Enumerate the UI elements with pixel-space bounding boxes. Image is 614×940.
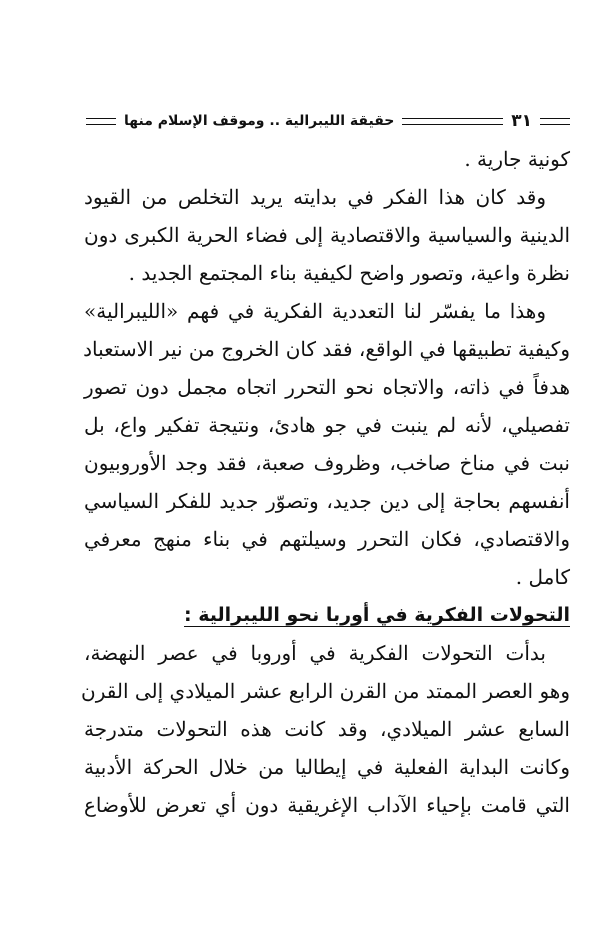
text-line: كامل . — [515, 565, 570, 589]
running-header — [86, 104, 570, 138]
header-rule-middle — [402, 118, 503, 125]
header-rule-right — [540, 118, 570, 125]
text-line: وكيفية تطبيقها في الواقع، فقد كان الخروج من نير الاستعباد — [83, 337, 570, 361]
text-line: وهذا ما يفسّر لنا التعددية الفكرية في فهم «الليبرالية» — [84, 299, 546, 323]
text-line: والاقتصادي، فكان التحرر وسيلتهم في بناء منهج معرفي — [84, 527, 570, 551]
text-line: وكانت البداية الفعلية في إيطاليا من خلال الحركة الأدبية — [84, 755, 570, 779]
text-line: التي قامت بإحياء الآداب الإغريقية دون أي تعرض للأوضاع — [84, 793, 570, 817]
running-title: حقيقة الليبرالية .. وموقف الإسلام منها — [124, 113, 395, 129]
text-line: بدأت التحولات الفكرية في أوروبا في عصر النهضة، — [84, 641, 547, 665]
page-number: ٣١ — [511, 111, 532, 131]
text-line: تفصيلي، لأنه لم ينبت في جو هادئ، ونتيجة تفكير واع، بل — [84, 413, 570, 437]
text-line: نظرة واعية، وتصور واضح لكيفية بناء المجتمع الجديد . — [128, 261, 570, 285]
text-line: وقد كان هذا الفكر في بدايته يريد التخلص من القيود — [84, 185, 546, 209]
text-line: نبت في مناخ صاخب، وظروف صعبة، فقد وجد الأوروبيون — [84, 451, 570, 475]
text-line: وهو العصر الممتد من القرن الرابع عشر الميلادي إلى القرن — [81, 679, 570, 703]
text-line: هدفاً في ذاته، والاتجاه نحو التحرر اتجاه مجمل دون تصور — [84, 375, 570, 399]
text-line: الدينية والسياسية والاقتصادية إلى فضاء الحرية الكبرى دون — [84, 223, 570, 247]
text-line: السابع عشر الميلادي، وقد كانت هذه التحولات متدرجة — [84, 717, 570, 741]
section-heading: التحولات الفكرية في أوربا نحو الليبرالية : — [184, 604, 570, 626]
text-line: أنفسهم بحاجة إلى دين جديد، وتصوّر جديد للفكر السياسي — [84, 489, 570, 513]
header-rule-left — [86, 118, 116, 125]
text-line: كونية جارية . — [464, 147, 570, 171]
body-text — [81, 140, 570, 824]
